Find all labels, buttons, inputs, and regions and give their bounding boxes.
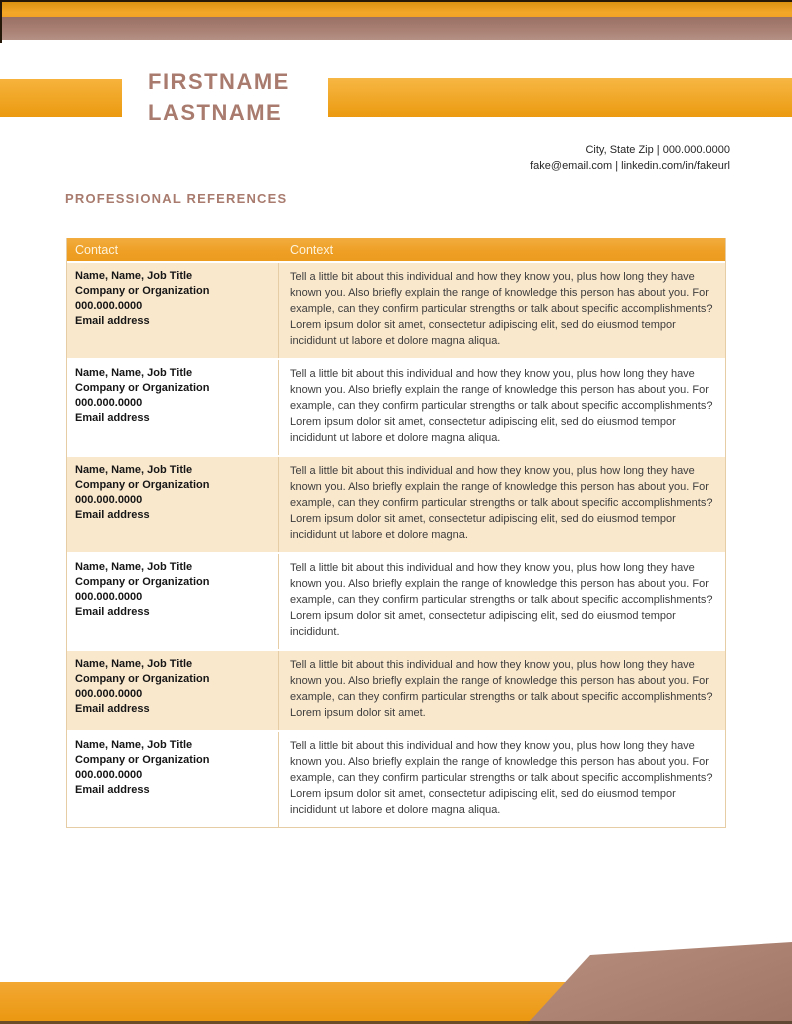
reference-phone: 000.000.0000 — [75, 769, 143, 781]
reference-name: Name, Name, Job Title — [75, 658, 193, 670]
reference-context: Tell a little bit about this individual and how they know you, plus how long they have known you. Also briefly explain the range of knowledge this person has about you. For example, can they confirm particular strengths or talk about specific accomplishments? Lorem ipsum dolor sit amet. — [290, 659, 713, 719]
contact-cell — [67, 263, 279, 358]
name-accent-block-left — [0, 79, 122, 117]
reference-name: Name, Name, Job Title — [75, 561, 193, 573]
reference-context: Tell a little bit about this individual and how they know you, plus how long they have known you. Also briefly explain the range of knowledge this person has about you. For example, can they confirm particular strengths or talk about specific accomplishments? Lorem ipsum dolor sit amet, consectetur adipiscing elit, sed do eiusmod tempor incididunt ut labore et dolore magna. — [290, 465, 713, 541]
page-edge-left — [0, 0, 2, 43]
name-header — [148, 66, 290, 128]
section-title: PROFESSIONAL REFERENCES — [65, 191, 288, 206]
contact-cell — [67, 457, 279, 552]
reference-phone: 000.000.0000 — [75, 494, 143, 506]
context-cell — [279, 732, 725, 827]
contact-email-linkedin: fake@email.com | linkedin.com/in/fakeurl — [530, 160, 730, 172]
reference-context: Tell a little bit about this individual and how they know you, plus how long they have known you. Also briefly explain the range of knowledge this person has about you. For example, can they confirm particular strengths or talk about specific accomplishments? Lorem ipsum dolor sit amet, consectetur adipiscing elit, sed do eiusmod tempor incididunt ut labore et dolore magna aliqua. — [290, 368, 713, 444]
table-row — [67, 358, 725, 455]
contact-cell — [67, 651, 279, 730]
reference-email: Email address — [75, 784, 150, 796]
reference-email: Email address — [75, 509, 150, 521]
reference-phone: 000.000.0000 — [75, 300, 143, 312]
reference-email: Email address — [75, 315, 150, 327]
top-accent-bar-orange — [0, 2, 792, 17]
reference-email: Email address — [75, 703, 150, 715]
context-cell — [279, 457, 725, 552]
references-table-body — [67, 261, 725, 827]
last-name: LASTNAME — [148, 100, 283, 125]
contact-cell — [67, 732, 279, 827]
reference-name: Name, Name, Job Title — [75, 367, 193, 379]
reference-company: Company or Organization — [75, 673, 210, 685]
reference-phone: 000.000.0000 — [75, 591, 143, 603]
reference-context: Tell a little bit about this individual and how they know you, plus how long they have known you. Also briefly explain the range of knowledge this person has about you. For example, can they confirm particular strengths or talk about specific accomplishments? Lorem ipsum dolor sit amet, consectetur adipiscing elit, sed do eiusmod tempor incididunt ut labore et dolore magna aliqua. — [290, 271, 713, 347]
table-row — [67, 649, 725, 730]
reference-phone: 000.000.0000 — [75, 397, 143, 409]
reference-name: Name, Name, Job Title — [75, 270, 193, 282]
context-cell — [279, 651, 725, 730]
table-row — [67, 552, 725, 649]
table-row — [67, 261, 725, 358]
name-accent-bar-right — [328, 78, 792, 117]
column-header-context: Context — [290, 242, 334, 257]
reference-company: Company or Organization — [75, 479, 210, 491]
context-cell — [279, 360, 725, 455]
reference-email: Email address — [75, 412, 150, 424]
contact-cell — [67, 554, 279, 649]
top-accent-bar-mauve — [0, 17, 792, 40]
first-name: FIRSTNAME — [148, 69, 290, 94]
page-edge-top — [0, 0, 792, 2]
reference-name: Name, Name, Job Title — [75, 464, 193, 476]
reference-company: Company or Organization — [75, 754, 210, 766]
reference-context: Tell a little bit about this individual and how they know you, plus how long they have known you. Also briefly explain the range of knowledge this person has about you. For example, can they confirm particular strengths or talk about specific accomplishments? Lorem ipsum dolor sit amet, consectetur adipiscing elit, sed do eiusmod tempor incididunt ut labore et dolore magna aliqua. — [290, 740, 713, 816]
references-table — [66, 238, 726, 828]
table-row — [67, 730, 725, 827]
reference-company: Company or Organization — [75, 285, 210, 297]
contact-location-phone: City, State Zip | 000.000.0000 — [585, 144, 730, 156]
reference-phone: 000.000.0000 — [75, 688, 143, 700]
contact-info — [530, 142, 730, 174]
reference-company: Company or Organization — [75, 576, 210, 588]
reference-context: Tell a little bit about this individual and how they know you, plus how long they have known you. Also briefly explain the range of knowledge this person has about you. For example, can they confirm particular strengths or talk about specific accomplishments? Lorem ipsum dolor sit amet, consectetur adipiscing elit, sed do eiusmod tempor incididunt. — [290, 562, 713, 638]
context-cell — [279, 554, 725, 649]
reference-company: Company or Organization — [75, 382, 210, 394]
column-header-contact: Contact — [75, 242, 119, 257]
context-cell — [279, 263, 725, 358]
table-row — [67, 455, 725, 552]
reference-name: Name, Name, Job Title — [75, 739, 193, 751]
reference-email: Email address — [75, 606, 150, 618]
contact-cell — [67, 360, 279, 455]
table-header-row — [67, 238, 725, 261]
